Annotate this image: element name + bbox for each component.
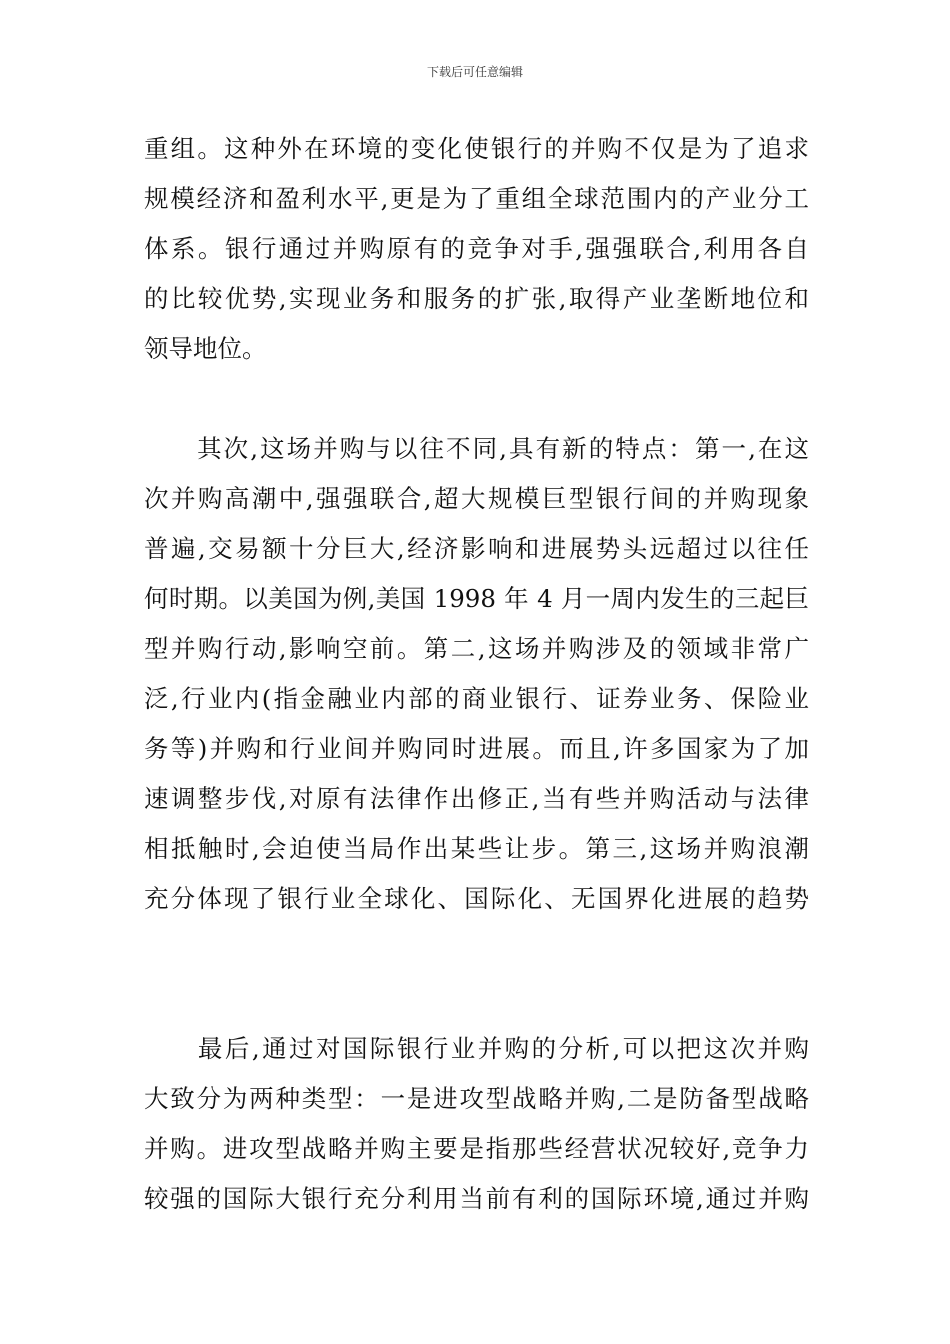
- text-line: 并购。进攻型战略并购主要是指那些经营状况较好,竞争力: [144, 1134, 809, 1163]
- text-line: 其次,这场并购与以往不同,具有新的特点：第一,在这: [144, 434, 809, 463]
- text-line: 次并购高潮中,强强联合,超大规模巨型银行间的并购现象: [144, 484, 809, 513]
- text-line: 泛,行业内(指金融业内部的商业银行、证券业务、保险业: [144, 684, 809, 713]
- text-line: 的比较优势,实现业务和服务的扩张,取得产业垄断地位和: [144, 284, 809, 313]
- text-line: 较强的国际大银行充分利用当前有利的国际环境,通过并购: [144, 1184, 809, 1213]
- text-line: 相抵触时,会迫使当局作出某些让步。第三,这场并购浪潮: [144, 834, 809, 863]
- text-line: 重组。这种外在环境的变化使银行的并购不仅是为了追求: [144, 134, 809, 163]
- text-line: 务等)并购和行业间并购同时进展。而且,许多国家为了加: [144, 734, 809, 763]
- text-line: 领导地位。: [144, 334, 267, 363]
- text-line: 最后,通过对国际银行业并购的分析,可以把这次并购: [144, 1034, 809, 1063]
- text-line: 规模经济和盈利水平,更是为了重组全球范围内的产业分工: [144, 184, 809, 213]
- text-line: 何时期。以美国为例,美国 1998 年 4 月一周内发生的三起巨: [144, 584, 809, 613]
- text-line: 体系。银行通过并购原有的竞争对手,强强联合,利用各自: [144, 234, 809, 263]
- text-line: 充分体现了银行业全球化、国际化、无国界化进展的趋势: [144, 884, 809, 913]
- text-line: 型并购行动,影响空前。第二,这场并购涉及的领域非常广: [144, 634, 809, 663]
- page-header: 下载后可任意编辑: [426, 65, 523, 79]
- text-line: 速调整步伐,对原有法律作出修正,当有些并购活动与法律: [144, 784, 809, 813]
- text-line: 普遍,交易额十分巨大,经济影响和进展势头远超过以往任: [144, 534, 809, 563]
- text-line: 大致分为两种类型：一是进攻型战略并购,二是防备型战略: [144, 1084, 809, 1113]
